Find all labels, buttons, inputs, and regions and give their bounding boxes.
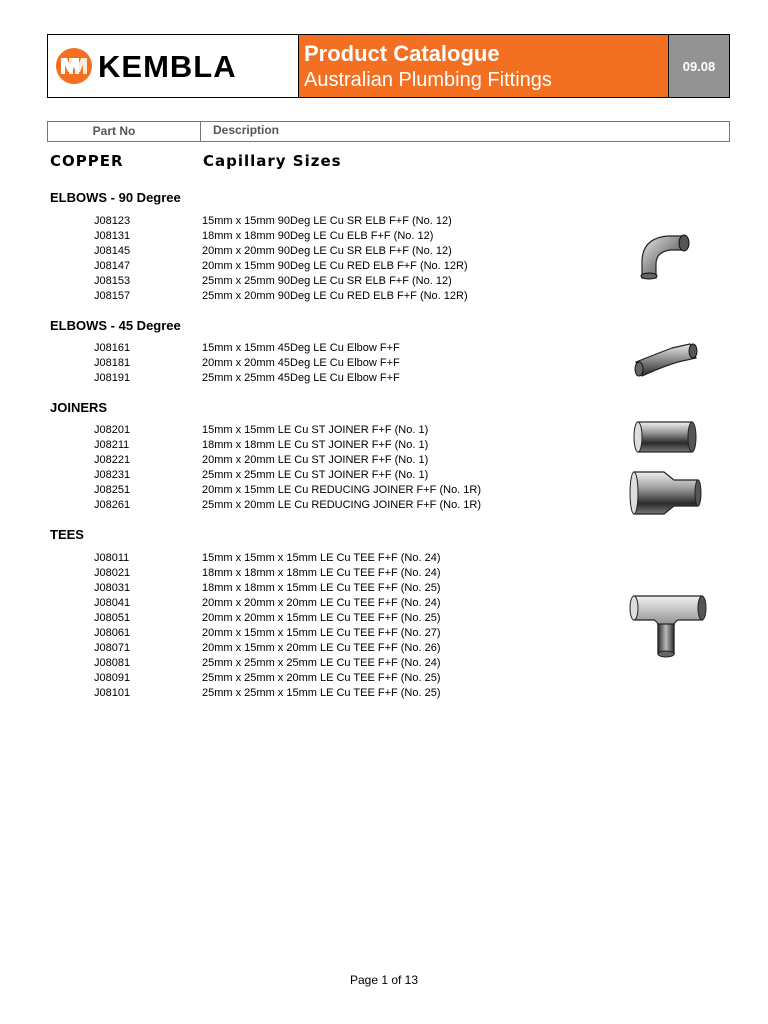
part-description: 20mm x 15mm x 15mm LE Cu TEE F+F (No. 27) <box>202 627 441 639</box>
part-description: 25mm x 25mm x 20mm LE Cu TEE F+F (No. 25) <box>202 672 441 684</box>
list-item <box>94 453 428 468</box>
list-item <box>94 641 441 656</box>
part-number: J08021 <box>94 567 131 579</box>
part-description: 25mm x 25mm 45Deg LE Cu Elbow F+F <box>202 372 400 384</box>
catalogue-code: 09.08 <box>669 35 729 97</box>
kembla-logo-icon <box>56 48 92 84</box>
list-item <box>94 423 428 438</box>
part-description: 20mm x 20mm 90Deg LE Cu SR ELB F+F (No. 12) <box>202 245 452 257</box>
list-item <box>94 229 433 244</box>
part-description: 15mm x 15mm 45Deg LE Cu Elbow F+F <box>202 342 400 354</box>
group-heading: TEES <box>50 527 84 542</box>
list-item <box>94 274 452 289</box>
group-heading: JOINERS <box>50 400 108 415</box>
part-number: J08031 <box>94 582 131 594</box>
list-item <box>94 438 428 453</box>
elbow-45-icon <box>632 340 702 380</box>
part-description: 18mm x 18mm x 18mm LE Cu TEE F+F (No. 24) <box>202 567 441 579</box>
part-description: 15mm x 15mm LE Cu ST JOINER F+F (No. 1) <box>202 424 429 436</box>
list-item <box>94 244 452 259</box>
part-number: J08191 <box>94 372 131 384</box>
part-description: 18mm x 18mm x 15mm LE Cu TEE F+F (No. 25) <box>202 582 441 594</box>
part-number: J08181 <box>94 357 131 369</box>
part-description: 20mm x 15mm LE Cu REDUCING JOINER F+F (No. 1R) <box>202 484 482 496</box>
description-heading: Description <box>213 123 280 137</box>
list-item <box>94 371 400 386</box>
part-number: J08221 <box>94 454 131 466</box>
part-description: 20mm x 15mm 90Deg LE Cu RED ELB F+F (No. 12R) <box>202 260 468 272</box>
list-item <box>94 626 441 641</box>
tee-icon <box>628 584 708 658</box>
part-description: 20mm x 20mm 45Deg LE Cu Elbow F+F <box>202 357 400 369</box>
part-number: J08231 <box>94 469 131 481</box>
part-description: 25mm x 20mm LE Cu REDUCING JOINER F+F (No. 1R) <box>202 499 482 511</box>
part-number: J08123 <box>94 215 131 227</box>
part-description: 20mm x 15mm x 20mm LE Cu TEE F+F (No. 26) <box>202 642 441 654</box>
part-description: 20mm x 20mm LE Cu ST JOINER F+F (No. 1) <box>202 454 429 466</box>
list-item <box>94 289 468 304</box>
part-description: 25mm x 25mm 90Deg LE Cu SR ELB F+F (No. 12) <box>202 275 452 287</box>
section-material: COPPER <box>50 152 124 170</box>
list-item <box>94 596 441 611</box>
list-item <box>94 341 400 356</box>
section-range: Capillary Sizes <box>203 152 342 170</box>
part-number: J08157 <box>94 290 131 302</box>
part-number: J08201 <box>94 424 131 436</box>
page-title: Product Catalogue <box>304 41 500 66</box>
list-item <box>94 259 468 274</box>
part-number: J08251 <box>94 484 131 496</box>
part-number: J08061 <box>94 627 131 639</box>
kembla-logo <box>48 35 299 97</box>
part-number: J08131 <box>94 230 131 242</box>
part-number: J08071 <box>94 642 131 654</box>
part-description: 25mm x 25mm x 15mm LE Cu TEE F+F (No. 25) <box>202 687 441 699</box>
part-number: J08145 <box>94 245 131 257</box>
reducing-joiner-icon <box>628 466 702 518</box>
part-description: 25mm x 20mm 90Deg LE Cu RED ELB F+F (No. 12R) <box>202 290 468 302</box>
part-number: J08081 <box>94 657 131 669</box>
group-heading: ELBOWS - 45 Degree <box>50 318 181 333</box>
joiner-icon <box>632 416 698 458</box>
part-number: J08153 <box>94 275 131 287</box>
page-subtitle: Australian Plumbing Fittings <box>304 69 552 91</box>
list-item <box>94 483 481 498</box>
part-number: J08011 <box>94 552 130 564</box>
list-item <box>94 581 441 596</box>
list-item <box>94 214 452 229</box>
part-number: J08091 <box>94 672 131 684</box>
part-number: J08261 <box>94 499 131 511</box>
list-item <box>94 656 441 671</box>
part-description: 25mm x 25mm LE Cu ST JOINER F+F (No. 1) <box>202 469 429 481</box>
part-number: J08211 <box>94 439 130 451</box>
part-description: 18mm x 18mm 90Deg LE Cu ELB F+F (No. 12) <box>202 230 434 242</box>
part-description: 15mm x 15mm 90Deg LE Cu SR ELB F+F (No. 12) <box>202 215 452 227</box>
part-description: 15mm x 15mm x 15mm LE Cu TEE F+F (No. 24) <box>202 552 441 564</box>
part-number: J08101 <box>94 687 131 699</box>
column-header <box>47 121 730 142</box>
part-description: 25mm x 25mm x 25mm LE Cu TEE F+F (No. 24) <box>202 657 441 669</box>
list-item <box>94 611 441 626</box>
list-item <box>94 468 428 483</box>
catalogue-header <box>47 34 730 98</box>
part-number: J08147 <box>94 260 131 272</box>
list-item <box>94 566 441 581</box>
title-block <box>299 35 669 97</box>
list-item <box>94 671 441 686</box>
page-number: Page 1 of 13 <box>349 973 419 987</box>
part-description: 18mm x 18mm LE Cu ST JOINER F+F (No. 1) <box>202 439 429 451</box>
part-number: J08041 <box>94 597 131 609</box>
part-description: 20mm x 20mm x 20mm LE Cu TEE F+F (No. 24) <box>202 597 441 609</box>
list-item <box>94 551 441 566</box>
part-number: J08051 <box>94 612 131 624</box>
brand-name: KEMBLA <box>98 48 237 84</box>
list-item <box>94 356 400 371</box>
part-description: 20mm x 20mm x 15mm LE Cu TEE F+F (No. 25) <box>202 612 441 624</box>
part-number: J08161 <box>94 342 131 354</box>
part-no-heading: Part No <box>48 122 201 141</box>
group-heading: ELBOWS - 90 Degree <box>50 190 181 205</box>
list-item <box>94 498 481 513</box>
list-item <box>94 686 441 701</box>
elbow-90-icon <box>632 226 696 280</box>
